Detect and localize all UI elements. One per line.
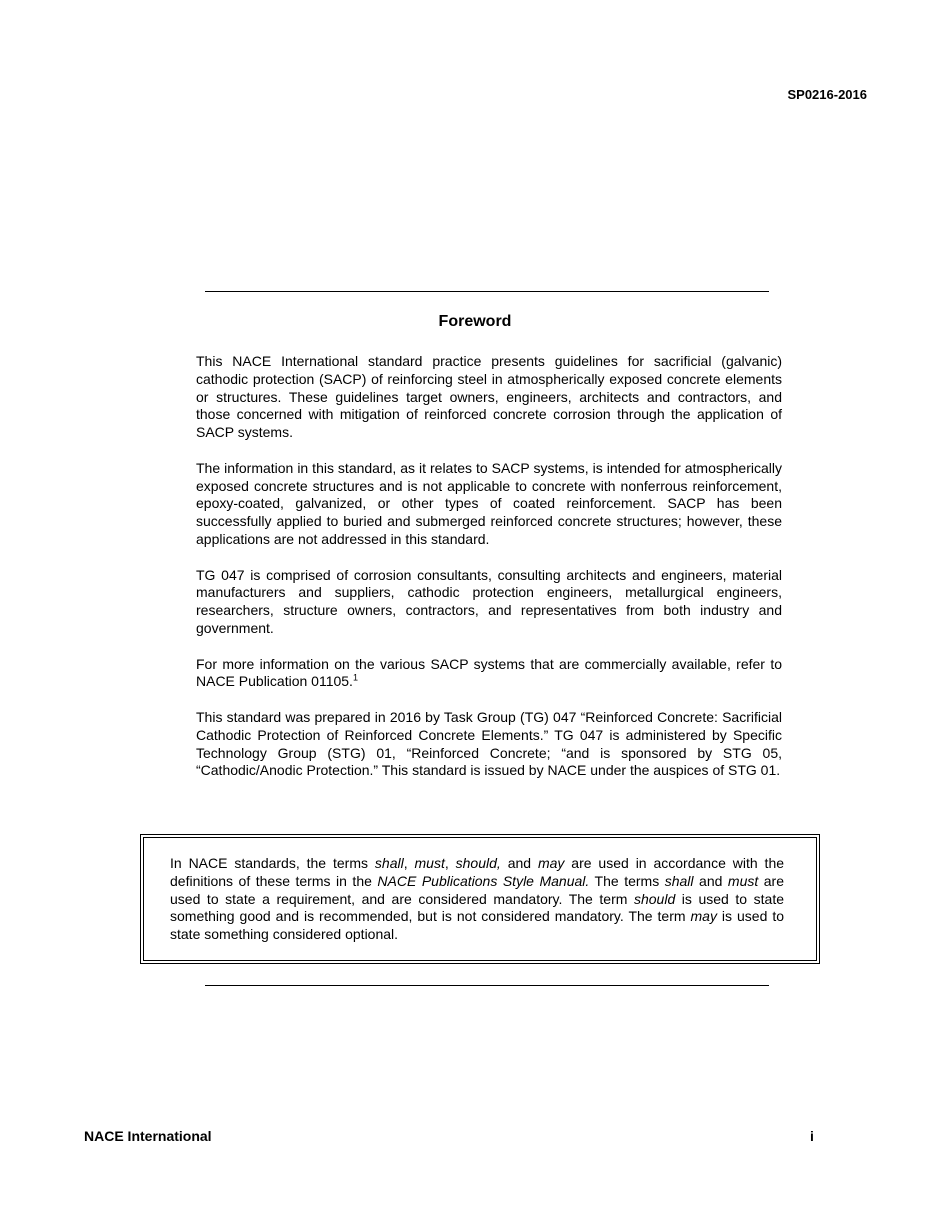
document-id: SP0216-2016 [787, 87, 867, 102]
note-manual-title: NACE Publications Style Manual. [377, 872, 590, 889]
note-text: In NACE standards, the terms [170, 855, 375, 871]
note-text: is used to state something good and is recommended, but is not considered mandatory. The term [170, 890, 785, 925]
note-text: and [693, 872, 728, 889]
paragraph-purpose: This NACE International standard practice presents guidelines for sacrificial (galvanic) cathodic protection (SACP) of reinforcing steel in atmospherically exposed concrete elements or structures. These guidelines target owners, engineers, architects and contractors, and those concerned with mitigation of reinforced concrete corrosion through the application of SACP systems. [196, 353, 782, 441]
paragraph-scope: The information in this standard, as it relates to SACP systems, is intended for atmospherically exposed concrete structures and is not applicable to concrete with nonferrous reinforcement, epoxy-coated, galvanized, or other types of coated reinforcement. SACP has been successfully applied to buried and submerged reinforced concrete structures; however, these applications are not addressed in this standard. [196, 459, 782, 547]
note-term: must [727, 872, 759, 889]
top-divider [205, 291, 769, 292]
footer-organization: NACE International [84, 1128, 212, 1144]
note-text: are used in accordance with the definitions of these terms in the [170, 855, 785, 889]
paragraph-reference [196, 656, 782, 692]
paragraph-task-group: TG 047 is comprised of corrosion consultants, consulting architects and engineers, material manufacturers and suppliers, cathodic protection engineers, metallurgical engineers, researchers, structure owners, contractors, and representatives from both industry and government. [196, 566, 782, 636]
paragraph-reference-text: For more information on the various SACP systems that are commercially available, refer to NACE Publication 01105. [196, 655, 782, 690]
footnote-ref: 1 [352, 672, 358, 683]
note-term: shall [664, 872, 694, 889]
note-text: and [500, 855, 538, 871]
terminology-note-box [140, 834, 820, 964]
note-term: may [690, 908, 717, 925]
note-text: , [403, 855, 415, 871]
note-term: shall [374, 855, 404, 871]
note-term: may [537, 855, 565, 871]
page-number: i [810, 1128, 814, 1144]
terminology-note [143, 837, 817, 961]
page-title: Foreword [438, 313, 512, 330]
note-text: The terms [589, 872, 665, 889]
paragraph-prepared: This standard was prepared in 2016 by Task Group (TG) 047 “Reinforced Concrete: Sacrificial Cathodic Protection of Reinforced Concrete Elements.” TG 047 is administered by Specific Technology Group (STG) 01, “Reinforced Concrete; “and is sponsored by STG 05, “Cathodic/Anodic Protection.” This standard is issued by NACE under the auspices of STG 01. [196, 708, 782, 779]
note-term: should [633, 890, 676, 907]
foreword-body [196, 353, 782, 798]
note-term: should, [455, 855, 501, 871]
note-term: must [414, 855, 445, 871]
note-text: are used to state a requirement, and are considered mandatory. The term [170, 872, 784, 907]
note-text: is used to state something considered optional. [170, 908, 784, 943]
note-text: , [444, 855, 456, 871]
bottom-divider [205, 985, 769, 986]
